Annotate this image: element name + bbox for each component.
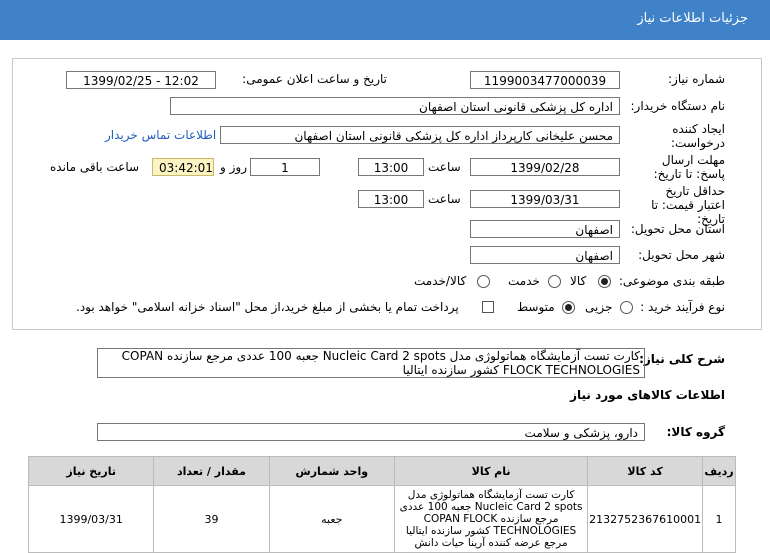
treasury-payment-note: پرداخت تمام یا بخشی از مبلغ خرید،از محل "اسناد خزانه اسلامی" خواهد بود. xyxy=(76,300,459,314)
process-medium-radio[interactable] xyxy=(562,301,575,314)
items-table xyxy=(28,456,736,553)
process-minor-radio[interactable] xyxy=(620,301,633,314)
remaining-label: ساعت باقی مانده xyxy=(50,160,140,174)
validity-date-field: 1399/03/31 xyxy=(470,190,620,208)
col-header-qty: مقدار / تعداد xyxy=(154,457,269,486)
row-date: 1399/03/31 xyxy=(29,486,154,553)
table-row xyxy=(29,486,736,553)
col-header-name: نام کالا xyxy=(395,457,588,486)
reply-time-field: 13:00 xyxy=(358,158,424,176)
category-label: طبقه بندی موضوعی: xyxy=(618,274,725,288)
buyer-org-field: اداره کل پزشکی قانونی استان اصفهان xyxy=(170,97,620,115)
category-goods-service-label: کالا/خدمت xyxy=(414,274,467,288)
goods-group-field: دارو، پزشکی و سلامت xyxy=(97,423,645,441)
validity-time-label: ساعت xyxy=(428,192,461,206)
row-index: 1 xyxy=(703,486,736,553)
treasury-payment-checkbox[interactable] xyxy=(482,301,494,313)
remaining-time-field: 03:42:01 xyxy=(152,158,214,176)
province-field: اصفهان xyxy=(470,220,620,238)
validity-label: حداقل تاریخ اعتبار قیمت: تا تاریخ: xyxy=(651,184,725,226)
col-header-unit: واحد شمارش xyxy=(269,457,394,486)
need-number-label: شماره نیاز: xyxy=(668,72,725,86)
goods-group-label: گروه کالا: xyxy=(666,425,725,439)
category-service-radio[interactable] xyxy=(548,275,561,288)
category-goods-radio[interactable] xyxy=(598,275,611,288)
col-header-code: کد کالا xyxy=(588,457,703,486)
category-service-label: خدمت xyxy=(508,274,540,288)
process-medium-label: متوسط xyxy=(517,300,555,314)
validity-time-field: 13:00 xyxy=(358,190,424,208)
category-goods-label: کالا xyxy=(570,274,587,288)
row-code: 2132752367610001 xyxy=(588,486,703,553)
buyer-org-label: نام دستگاه خریدار: xyxy=(630,99,725,113)
summary-label: شرح کلی نیاز: xyxy=(639,352,725,366)
contact-buyer-link[interactable]: اطلاعات تماس خریدار xyxy=(105,128,217,142)
province-label: استان محل تحویل: xyxy=(630,222,725,236)
row-name: کارت تست آزمایشگاه هماتولوژی مدل Nucleic Card 2 spots جعبه 100 عددی مرجع سازنده COPAN FLOCK TECHNOLOGIES کشور سازنده ایتالیا مرجع عرضه کننده آرینا حیات دانش xyxy=(395,486,588,553)
reply-date-field: 1399/02/28 xyxy=(470,158,620,176)
col-header-index: ردیف xyxy=(703,457,736,486)
requester-field: محسن علیخانی کارپرداز اداره کل پزشکی قانونی استان اصفهان xyxy=(220,126,620,144)
title-bar xyxy=(0,0,770,40)
row-qty: 39 xyxy=(154,486,269,553)
city-field: اصفهان xyxy=(470,246,620,264)
reply-deadline-label: مهلت ارسال پاسخ: تا تاریخ: xyxy=(653,153,725,181)
category-goods-service-radio[interactable] xyxy=(477,275,490,288)
reply-time-label: ساعت xyxy=(428,160,461,174)
city-label: شهر محل تحویل: xyxy=(638,248,725,262)
row-unit: جعبه xyxy=(269,486,394,553)
process-minor-label: جزیی xyxy=(585,300,613,314)
process-label: نوع فرآیند خرید : xyxy=(640,300,725,314)
days-field: 1 xyxy=(250,158,320,176)
table-header-row xyxy=(29,457,736,486)
announce-field: 1399/02/25 - 12:02 xyxy=(66,71,216,89)
need-number-field: 1199003477000039 xyxy=(470,71,620,89)
days-label: روز و xyxy=(220,160,247,174)
goods-info-title: اطلاعات کالاهای مورد نیاز xyxy=(570,388,725,402)
announce-label: تاریخ و ساعت اعلان عمومی: xyxy=(242,72,387,86)
requester-label: ایجاد کننده درخواست: xyxy=(671,122,725,150)
page-title: جزئیات اطلاعات نیاز xyxy=(637,11,748,26)
col-header-date: تاریخ نیاز xyxy=(29,457,154,486)
summary-text: کارت تست آزمایشگاه هماتولوژی مدل Nucleic Card 2 spots جعبه 100 عددی مرجع سازنده COPAN FLOCK TECHNOLOGIES کشور سازنده ایتالیا xyxy=(97,348,645,378)
